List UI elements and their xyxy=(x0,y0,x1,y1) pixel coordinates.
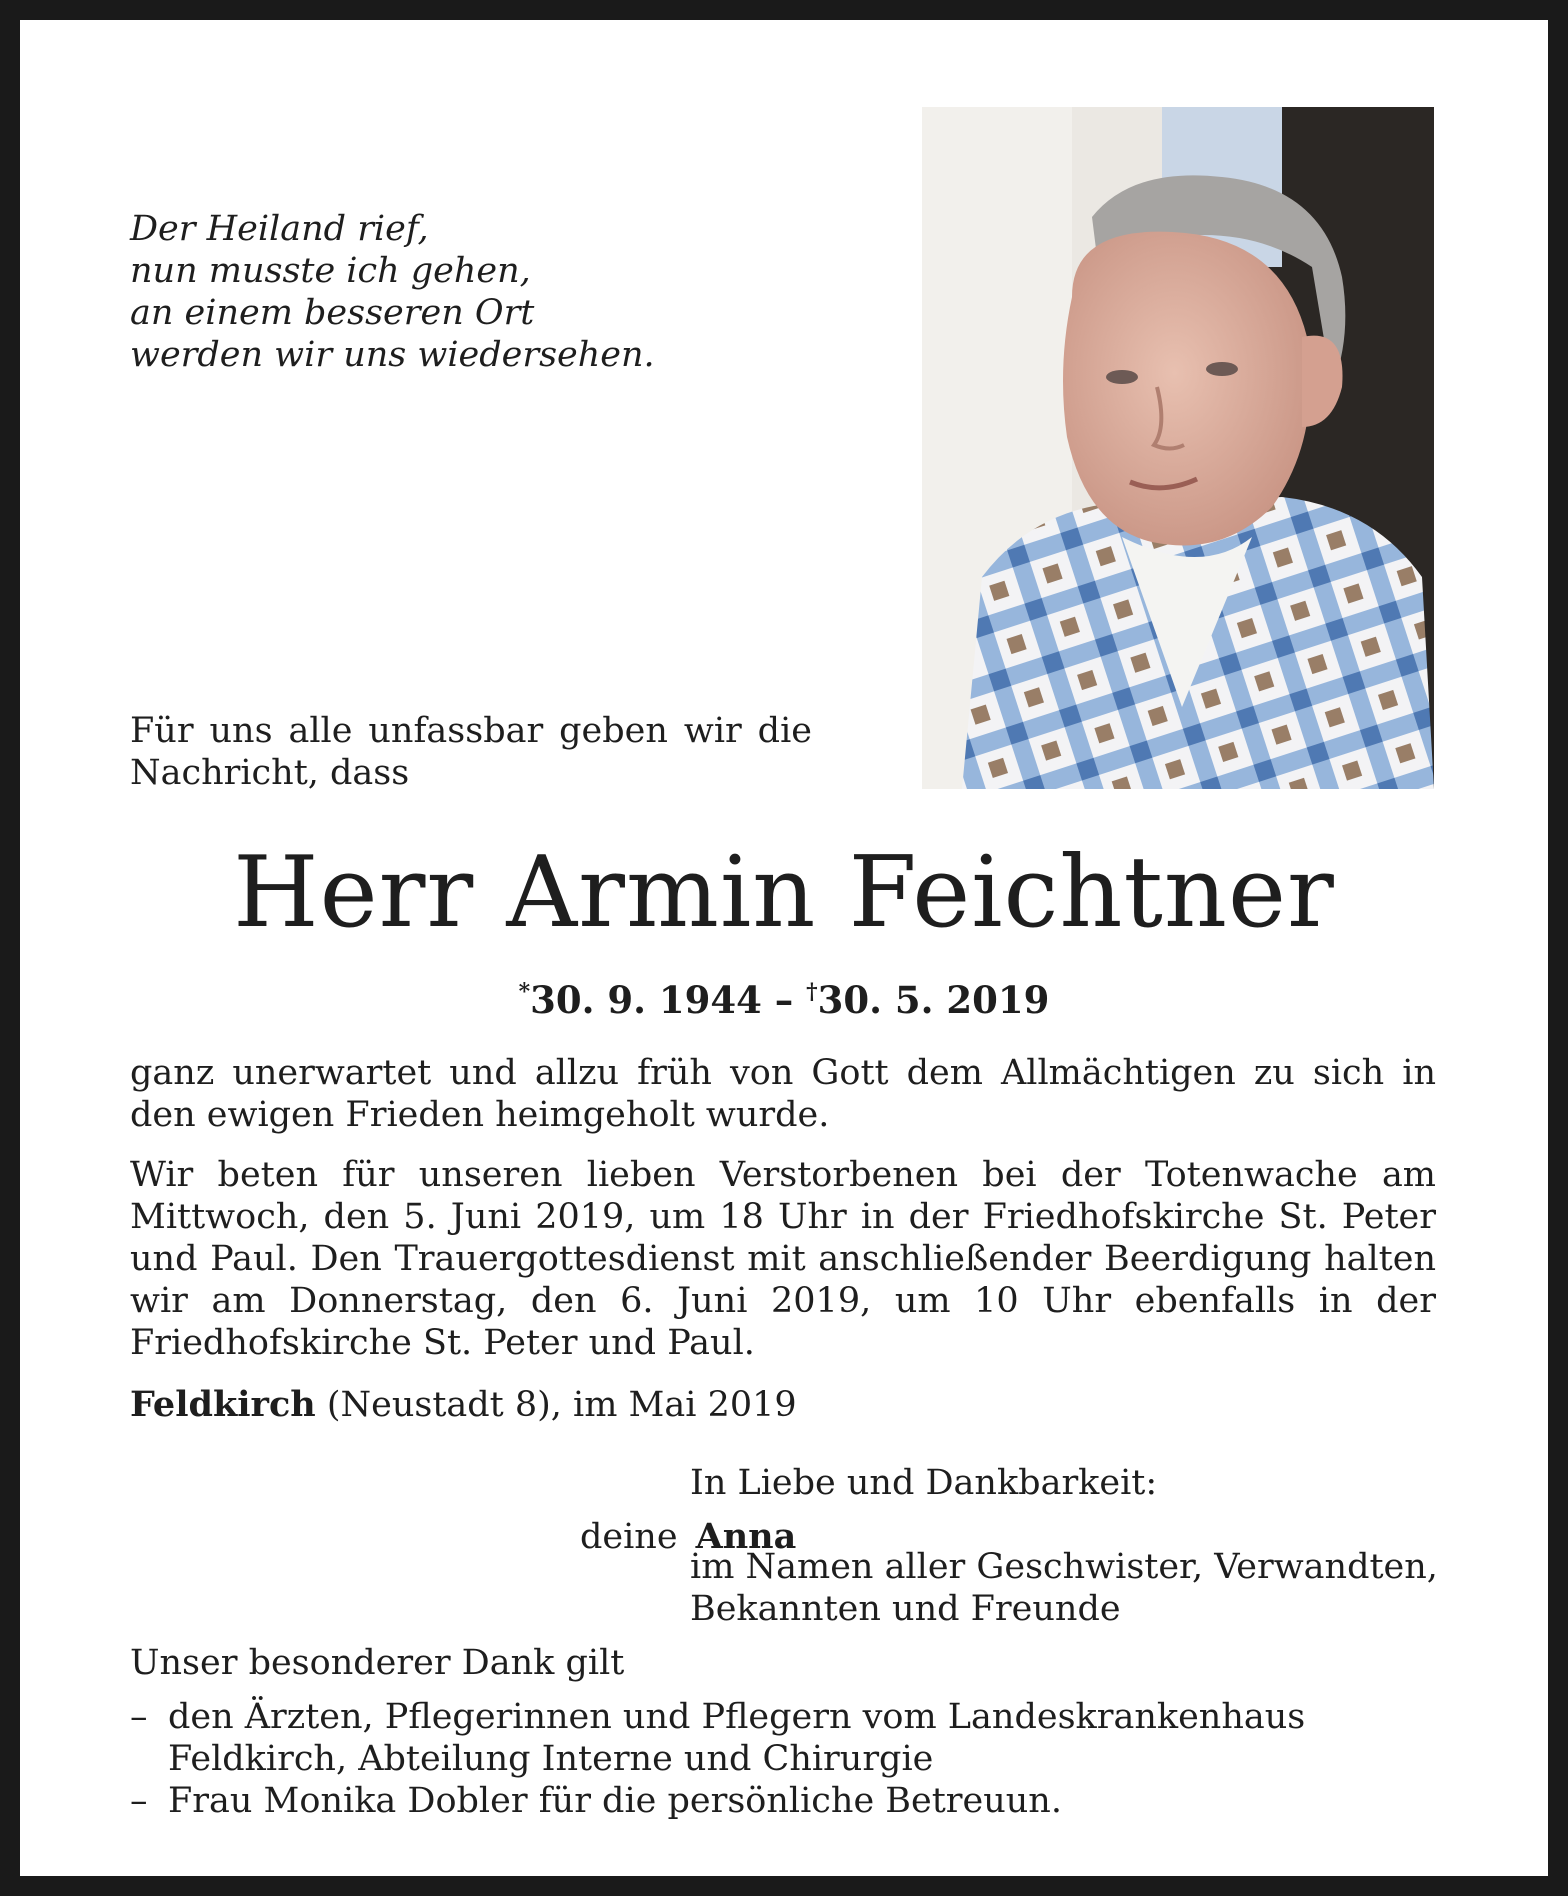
signature-name: Anna xyxy=(695,1516,797,1557)
birth-symbol: * xyxy=(518,979,531,1005)
intro-text: Für uns alle unfassbar geben wir die Nachricht, dass xyxy=(130,711,812,793)
deceased-name: Herr Armin Feichtner xyxy=(233,836,1335,950)
list-item-text: den Ärzten, Pflegerinnen und Pflegern vom Landeskrankenhaus Feldkirch, Abteilung Interne und Chirurgie xyxy=(168,1697,1306,1779)
signature-block xyxy=(690,1462,1438,1630)
verse-line: Der Heiland rief, xyxy=(130,209,429,249)
portrait-photo xyxy=(922,107,1434,789)
place-details: (Neustadt 8), im Mai 2019 xyxy=(315,1385,797,1425)
place-city: Feldkirch xyxy=(130,1384,316,1425)
list-item xyxy=(130,1696,1460,1780)
list-bullet: – xyxy=(130,1781,148,1821)
portrait-illustration xyxy=(922,107,1434,789)
signature-line: Bekannten und Freunde xyxy=(690,1589,1121,1629)
thanks-list xyxy=(130,1696,1460,1822)
service-paragraph: Wir beten für unseren lieben Verstorbenen bei der Totenwache am Mittwoch, den 5. Juni 2019, um 18 Uhr in der Friedhofskirche St. Peter und Paul. Den Trauergottesdienst mit anschließender Beerdigung halten wir am Donnerstag, den 6. Juni 2019, um 10 Uhr ebenfalls in der Friedhofskirche St. Peter und Paul. xyxy=(130,1155,1436,1363)
signature-prefix: deine xyxy=(580,1517,678,1557)
life-dates xyxy=(0,970,1568,1022)
list-item-text: Frau Monika Dobler für die persönliche Betreuun. xyxy=(168,1781,1062,1821)
verse-line: nun musste ich gehen, xyxy=(130,251,531,291)
thanks-heading: Unser besonderer Dank gilt xyxy=(130,1643,625,1683)
verse-line: an einem besseren Ort xyxy=(130,293,535,333)
verse xyxy=(130,208,655,376)
body-paragraph: ganz unerwartet und allzu früh von Gott dem Allmächtigen zu sich in den ewigen Frieden heimgeholt wurde. xyxy=(130,1053,1436,1135)
place-date-line xyxy=(130,1384,797,1426)
date-separator: – xyxy=(761,978,807,1022)
birth-date: 30. 9. 1944 xyxy=(530,978,762,1022)
death-date: 30. 5. 2019 xyxy=(817,978,1050,1022)
list-bullet: – xyxy=(130,1697,148,1737)
verse-line: werden wir uns wiedersehen. xyxy=(130,335,655,375)
signature-greeting: In Liebe und Dankbarkeit: xyxy=(690,1463,1158,1503)
death-symbol: † xyxy=(806,979,818,1005)
signature-line: im Namen aller Geschwister, Verwandten, xyxy=(690,1547,1438,1587)
list-item xyxy=(130,1780,1460,1822)
signature-name-line xyxy=(580,1516,796,1558)
